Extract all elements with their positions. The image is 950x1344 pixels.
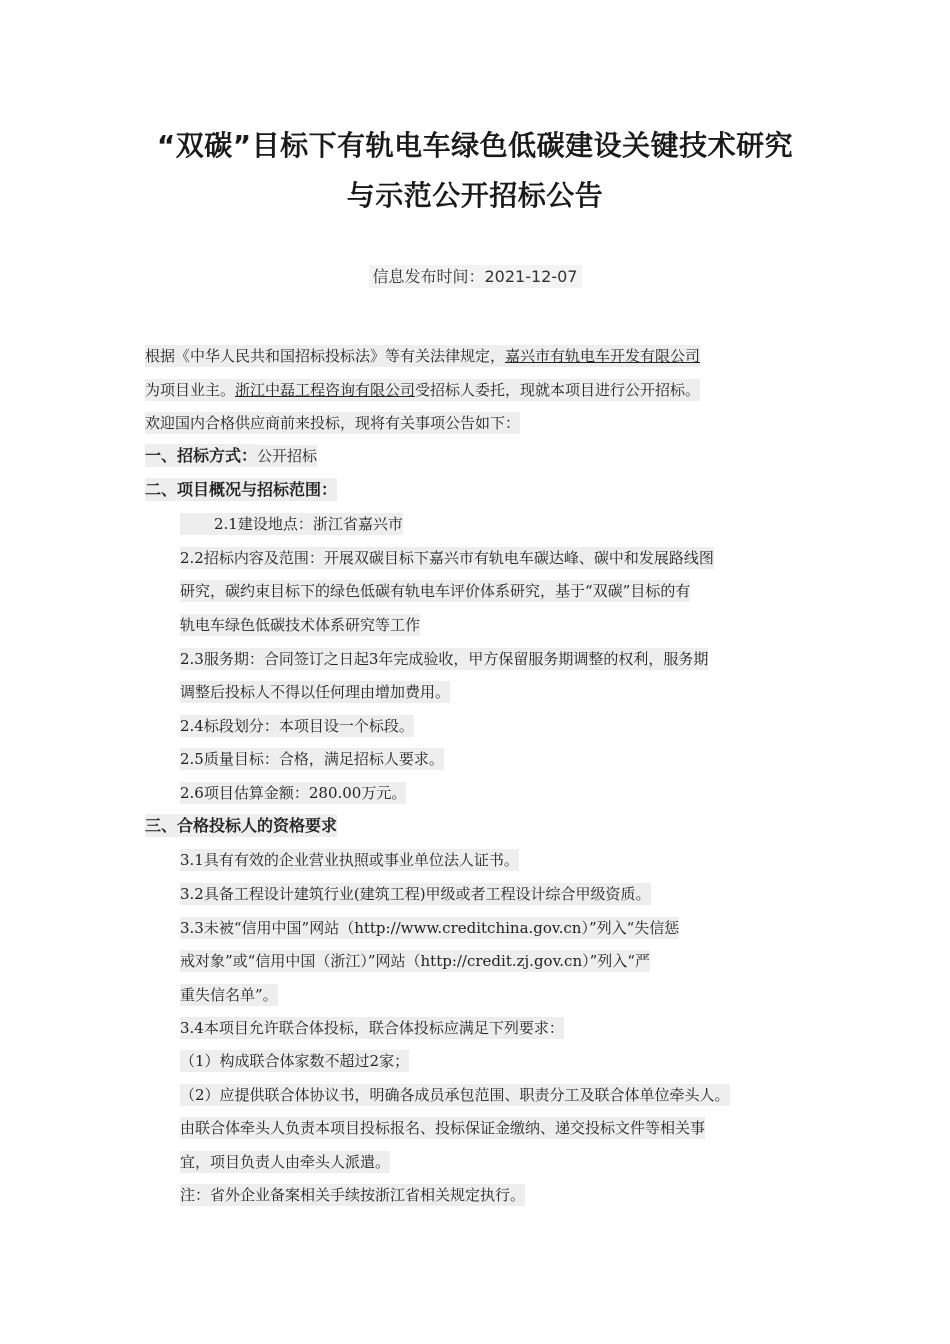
item-2-2-line-3 bbox=[180, 614, 420, 636]
section-1-value: 公开招标 bbox=[257, 447, 318, 465]
item-2-3-line-2 bbox=[180, 681, 450, 703]
intro-text: 根据《中华人民共和国招标投标法》等有关法律规定， bbox=[145, 347, 506, 365]
item-2-2-text: 轨电车绿色低碳技术体系研究等工作 bbox=[180, 616, 421, 634]
item-3-4-sub-1 bbox=[180, 1050, 409, 1072]
item-3-3-line-1 bbox=[180, 917, 679, 939]
page-title-line-1: “双碳”目标下有轨电车绿色低碳建设关键技术研究 bbox=[156, 129, 794, 162]
item-2-2-line-1 bbox=[180, 547, 714, 569]
intro-line-3 bbox=[145, 412, 520, 434]
section-3-heading-text: 三、合格投标人的资格要求 bbox=[145, 816, 338, 835]
item-3-3-text: 3.3未被“信用中国”网站（http://www.creditchina.gov.cn）”列入“失信惩 bbox=[180, 919, 680, 937]
item-3-4-sub-2-line-2 bbox=[180, 1117, 705, 1139]
item-2-3-line-1 bbox=[180, 648, 708, 670]
item-2-5 bbox=[180, 748, 444, 770]
publish-time bbox=[0, 264, 950, 287]
sub-2-text: 由联合体牵头人负责本项目投标报名、投标保证金缴纳、递交投标文件等相关事 bbox=[180, 1119, 706, 1137]
note bbox=[180, 1184, 525, 1206]
section-2-heading-text: 二、项目概况与招标范围： bbox=[145, 480, 338, 499]
item-2-5-text: 2.5质量目标：合格，满足招标人要求。 bbox=[180, 750, 444, 768]
item-2-4 bbox=[180, 715, 414, 737]
item-3-3-text: 戒对象”或“信用中国（浙江）”网站（http://credit.zj.gov.cn）”列入“严 bbox=[180, 952, 650, 970]
item-3-4-sub-2-line-3 bbox=[180, 1151, 390, 1173]
section-3-heading bbox=[145, 815, 337, 837]
item-3-3-text: 重失信名单”。 bbox=[180, 986, 278, 1004]
owner-company-link[interactable]: 嘉兴市有轨电车开发有限公司 bbox=[505, 347, 701, 365]
item-2-6 bbox=[180, 782, 406, 804]
section-2-heading bbox=[145, 479, 337, 501]
intro-text: 为项目业主。 bbox=[145, 381, 236, 399]
publish-time-text: 信息发布时间：2021-12-07 bbox=[369, 265, 582, 288]
item-3-3-line-3 bbox=[180, 984, 278, 1006]
item-2-6-text: 2.6项目估算金额：280.00万元。 bbox=[180, 784, 407, 802]
intro-text: 受招标人委托，现就本项目进行公开招标。 bbox=[415, 381, 701, 399]
page-title-line-2: 与示范公开招标公告 bbox=[346, 179, 604, 212]
item-3-3-line-2 bbox=[180, 950, 650, 972]
item-2-2-text: 研究，碳约束目标下的绿色低碳有轨电车评价体系研究，基于“双碳”目标的有 bbox=[180, 582, 691, 600]
agency-company-link[interactable]: 浙江中磊工程咨询有限公司 bbox=[235, 381, 416, 399]
sub-2-text: 宜，项目负责人由牵头人派遣。 bbox=[180, 1153, 391, 1171]
item-3-4 bbox=[180, 1017, 564, 1039]
section-1-heading: 一、招标方式： bbox=[145, 446, 258, 465]
item-3-2-text: 3.2具备工程设计建筑行业(建筑工程)甲级或者工程设计综合甲级资质。 bbox=[180, 885, 651, 903]
intro-text: 欢迎国内合格供应商前来投标，现将有关事项公告如下： bbox=[145, 414, 521, 432]
item-3-4-sub-2-line-1 bbox=[180, 1084, 730, 1106]
item-3-1-text: 3.1具有有效的企业营业执照或事业单位法人证书。 bbox=[180, 851, 519, 869]
item-2-2-line-2 bbox=[180, 580, 690, 602]
sub-1-text: （1）构成联合体家数不超过2家； bbox=[180, 1052, 410, 1070]
section-1 bbox=[145, 445, 317, 467]
item-2-1-text: 2.1建设地点：浙江省嘉兴市 bbox=[180, 513, 403, 535]
intro-line-1 bbox=[145, 345, 700, 367]
item-3-4-text: 3.4本项目允许联合体投标，联合体投标应满足下列要求： bbox=[180, 1019, 564, 1037]
item-2-1 bbox=[180, 513, 403, 535]
item-2-4-text: 2.4标段划分：本项目设一个标段。 bbox=[180, 717, 414, 735]
note-text: 注：省外企业备案相关手续按浙江省相关规定执行。 bbox=[180, 1186, 526, 1204]
item-2-3-text: 调整后投标人不得以任何理由增加费用。 bbox=[180, 683, 451, 701]
item-3-1 bbox=[180, 849, 519, 871]
item-3-2 bbox=[180, 883, 651, 905]
item-2-2-text: 2.2招标内容及范围：开展双碳目标下嘉兴市有轨电车碳达峰、碳中和发展路线图 bbox=[180, 549, 714, 567]
intro-line-2 bbox=[145, 379, 700, 401]
sub-2-text: （2）应提供联合体协议书，明确各成员承包范围、职责分工及联合体单位牵头人。 bbox=[180, 1086, 730, 1104]
item-2-3-text: 2.3服务期：合同签订之日起3年完成验收，甲方保留服务期调整的权利，服务期 bbox=[180, 650, 709, 668]
